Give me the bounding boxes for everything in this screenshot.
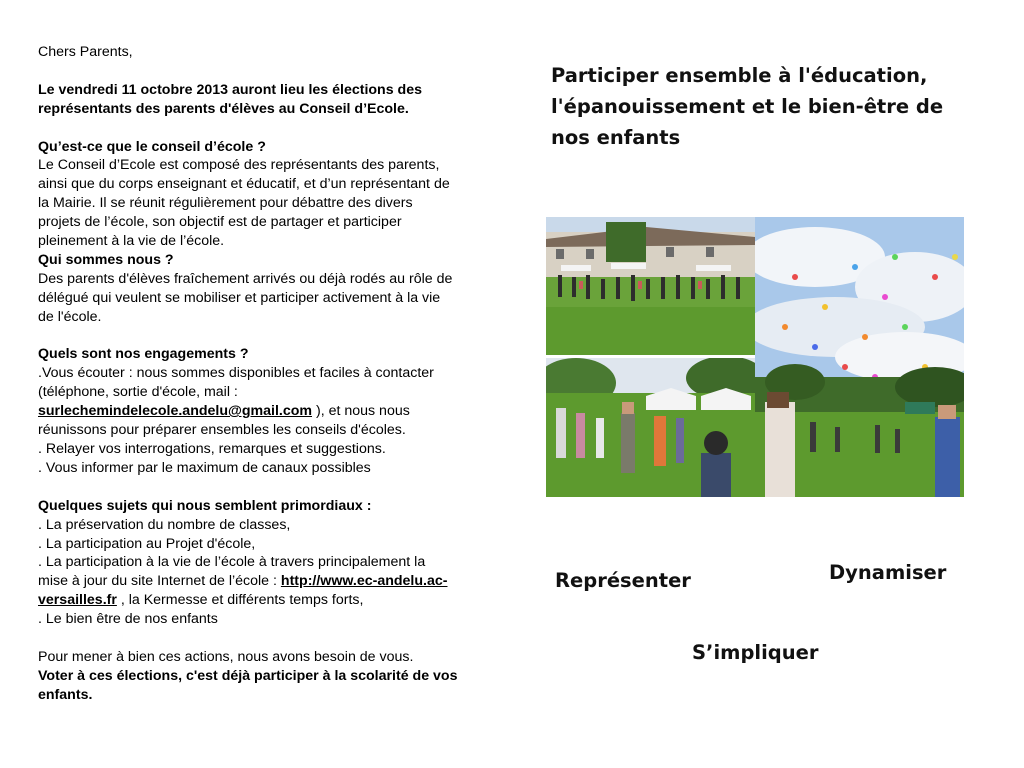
section-body-qui: Des parents d'élèves fraîchement arrivés ou déjà rodés au rôle de délégué qui veulent se mobiliser et participer activement à la vie de l'école. [38, 270, 453, 325]
word-simpliquer: S’impliquer [692, 641, 819, 664]
closing-call: Voter à ces élections, c'est déjà participer à la scolarité de vos enfants. [38, 667, 458, 703]
word-dynamiser: Dynamiser [829, 561, 947, 584]
sujet-item: . Le bien être de nos enfants [38, 611, 218, 628]
sujet-item: . La participation au Projet d'école, [38, 535, 256, 552]
word-representer: Représenter [555, 569, 691, 592]
engagement-text: .Vous écouter : nous sommes disponibles et faciles à contacter (téléphone, sortie d'école, mail : [38, 365, 434, 401]
engagement-item: . Vous informer par le maximum de canaux possibles [38, 459, 371, 476]
letter-column [38, 43, 458, 705]
photo-dance-lawn [546, 217, 755, 355]
section-heading-conseil: Qu’est-ce que le conseil d’école ? [38, 138, 266, 155]
engagement-item [38, 364, 458, 440]
section-heading-sujets: Quelques sujets qui nous semblent primordiaux : [38, 497, 372, 514]
engagement-item: . Relayer vos interrogations, remarques et suggestions. [38, 440, 386, 457]
photo-balloons-sky [755, 217, 964, 497]
sujet-text-after: , la Kermesse et différents temps forts, [116, 592, 364, 609]
greeting: Chers Parents, [38, 44, 133, 60]
sujet-text: . La participation à la vie de l’école à travers principalement la mise à jour du site Internet de l’école : [38, 554, 426, 590]
closing: Pour mener à bien ces actions, nous avons besoin de vous. [38, 648, 414, 665]
photo-crowd-tents [546, 358, 755, 497]
email-link[interactable]: surlechemindelecole.andelu@gmail.com [38, 403, 313, 420]
intro: Le vendredi 11 octobre 2013 auront lieu les élections des représentants des parents d'élèves au Conseil d’Ecole. [38, 81, 422, 117]
sujet-item: . La préservation du nombre de classes, [38, 516, 291, 533]
section-body-conseil: Le Conseil d’Ecole est composé des représentants des parents, ainsi que du corps enseignant et éducatif, et d’un représentant de la Mairie. Il se réunit régulièrement pour débattre des divers projets de l’école, son objectif est de partager et participer pleinement à la vie de l’école. [38, 157, 450, 250]
section-heading-engagements: Quels sont nos engagements ? [38, 346, 249, 363]
sujet-item [38, 553, 458, 610]
website-link[interactable]: http://www.ec-andelu.ac-versailles.fr [38, 573, 448, 609]
section-heading-qui: Qui sommes nous ? [38, 251, 174, 268]
headline: Participer ensemble à l'éducation, l'épanouissement et le bien-être de nos enfants [551, 64, 944, 149]
engagement-text-after: ), et nous nous réunissons pour préparer ensembles les conseils d'écoles. [38, 403, 410, 439]
